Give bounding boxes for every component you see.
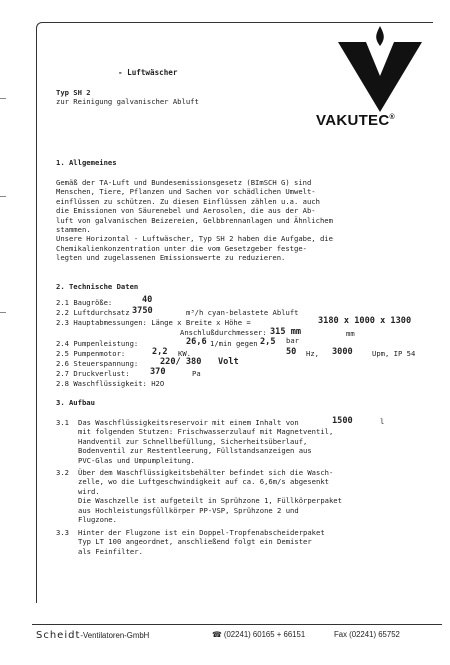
text-line: die Emissionen von Säurenebel und Aerosolen, die aus der Ab- [56, 206, 316, 216]
text-line: PVC-Glas und Umpumpleitung. [78, 455, 195, 465]
spec-suffix: Hz, [306, 349, 319, 358]
spec-value: 26,6 [186, 337, 207, 347]
spec-suffix: m³/h cyan-belastete Abluft [186, 308, 299, 317]
purpose-line: zur Reinigung galvanischer Abluft [56, 97, 199, 106]
spec-value: 315 mm [270, 327, 302, 337]
vakutec-logo [320, 20, 440, 150]
section3-item-num: 3.1 [56, 418, 69, 427]
spec-suffix: Pa [192, 369, 201, 378]
footer-fax: Fax (02241) 65752 [334, 630, 400, 639]
logo-wordmark: VAKUTEC® [316, 112, 395, 129]
text-line: luft von galvanischen Beizereien, Gelbbrennanlagen und Ähnlichem [56, 215, 333, 225]
spec-suffix: Volt [218, 357, 239, 367]
spec-row: 2.5 Pumpenmotor: [56, 349, 126, 358]
spec-value: 3750 [132, 306, 153, 316]
text-line: Unsere Horizontal - Luftwäscher, Typ SH 2 haben die Aufgabe, die [56, 234, 333, 244]
text-line: Gemäß der TA-Luft und Bundesemissionsgesetz (BImSCH G) sind [56, 178, 312, 187]
reservoir-unit: l [380, 417, 385, 426]
text-line: zelle, wo die Luftgeschwindigkeit auf ca. 6,6m/s abgesenkt [78, 477, 329, 487]
spec-value: 40 [142, 295, 153, 305]
spec-suffix: Upm, IP 54 [372, 349, 416, 358]
text-line: Bodenventil zur Restentleerung, Füllstandsanzeigen aus [78, 446, 312, 456]
spec-row: 2.8 Waschflüssigkeit: H2O [56, 379, 165, 388]
text-line: aus Hochleistungsfüllkörper PP-VSP, Sprühzone 2 und [78, 505, 299, 515]
margin-mark [0, 98, 6, 99]
spec-value: 3000 [332, 347, 353, 357]
text-line: Menschen, Tiere, Pflanzen und Sachen vor schädlichen Umwelt- [56, 187, 316, 197]
text-line: einflüssen zu schützen. Zu diesen Einflüssen zählen u.a. auch [56, 196, 320, 206]
spec-suffix: 1/min gegen [210, 339, 258, 348]
footer-phone: ☎ (02241) 60165 + 66151 [212, 630, 306, 639]
spec-row: 2.6 Steuerspannung: [56, 359, 139, 368]
type-line: Typ SH 2 [56, 88, 91, 97]
text-line: Typ LT 100 angeordnet, anschließend folgt ein Demister [78, 537, 312, 547]
text-line: stammen. [56, 225, 91, 234]
spec-value: 2,5 [260, 337, 276, 347]
section3-item-num: 3.2 [56, 468, 69, 477]
text-line: mit folgenden Stutzen: Frischwasserzulauf mit Magnetventil, [78, 427, 334, 437]
section3-heading: 3. Aufbau [56, 398, 95, 407]
spec-value: 3180 x 1000 x 1300 [318, 316, 412, 326]
text-line: Chemikalienkonzentration unter die vom Gesetzgeber festge- [56, 243, 307, 253]
footer-brand: Scheidt-Ventilatoren-GmbH [36, 630, 150, 641]
text-line: Über dem Waschflüssigkeitsbehälter befindet sich die Wasch- [78, 468, 334, 477]
spec-suffix: mm [346, 329, 355, 338]
spec-value: 50 [286, 347, 297, 357]
spec-row: 2.4 Pumpenleistung: [56, 339, 139, 348]
margin-mark [0, 196, 6, 197]
spec-value: 370 [150, 367, 166, 377]
text-line: Die Waschzelle ist aufgeteilt in Sprühzone 1, Füllkörperpaket [78, 496, 342, 506]
reservoir-volume: 1500 [332, 416, 353, 426]
text-line: wird. [78, 486, 100, 496]
product-title: - Luftwäscher [118, 68, 178, 77]
spec-row: 2.3 Hauptabmessungen: Länge x Breite x Höhe = [56, 318, 251, 327]
spec-value: 2,2 [152, 347, 168, 357]
spec-suffix: bar [286, 336, 299, 345]
spec-value: 220/ 380 [160, 357, 202, 367]
spec-row: 2.1 Baugröße: [56, 298, 113, 307]
section3-item-num: 3.3 [56, 528, 69, 537]
section2-heading: 2. Technische Daten [56, 282, 139, 291]
text-line: Flugzone. [78, 515, 117, 524]
spec-row: 2.2 Luftdurchsatz [56, 308, 130, 317]
text-line: legten und zugelassenen Emissionswerte zu reduzieren. [56, 253, 286, 263]
spec-row: 2.7 Druckverlust: [56, 369, 130, 378]
text-line: Handventil zur Schnellbefüllung, Sicherheitsüberlauf, [78, 436, 308, 446]
section1-heading: 1. Allgemeines [56, 158, 117, 167]
text-line: Hinter der Flugzone ist ein Doppel-Tropfenabscheiderpaket [78, 528, 325, 537]
spec-suffix: KW. [178, 349, 191, 358]
spec-row: Anschlußdurchmesser: [180, 328, 267, 337]
margin-mark [0, 312, 6, 313]
text-line: als Feinfilter. [78, 546, 143, 556]
footer-rule [32, 624, 442, 625]
text-line: Das Waschflüssigkeitsreservoir mit einem Inhalt von [78, 418, 299, 427]
